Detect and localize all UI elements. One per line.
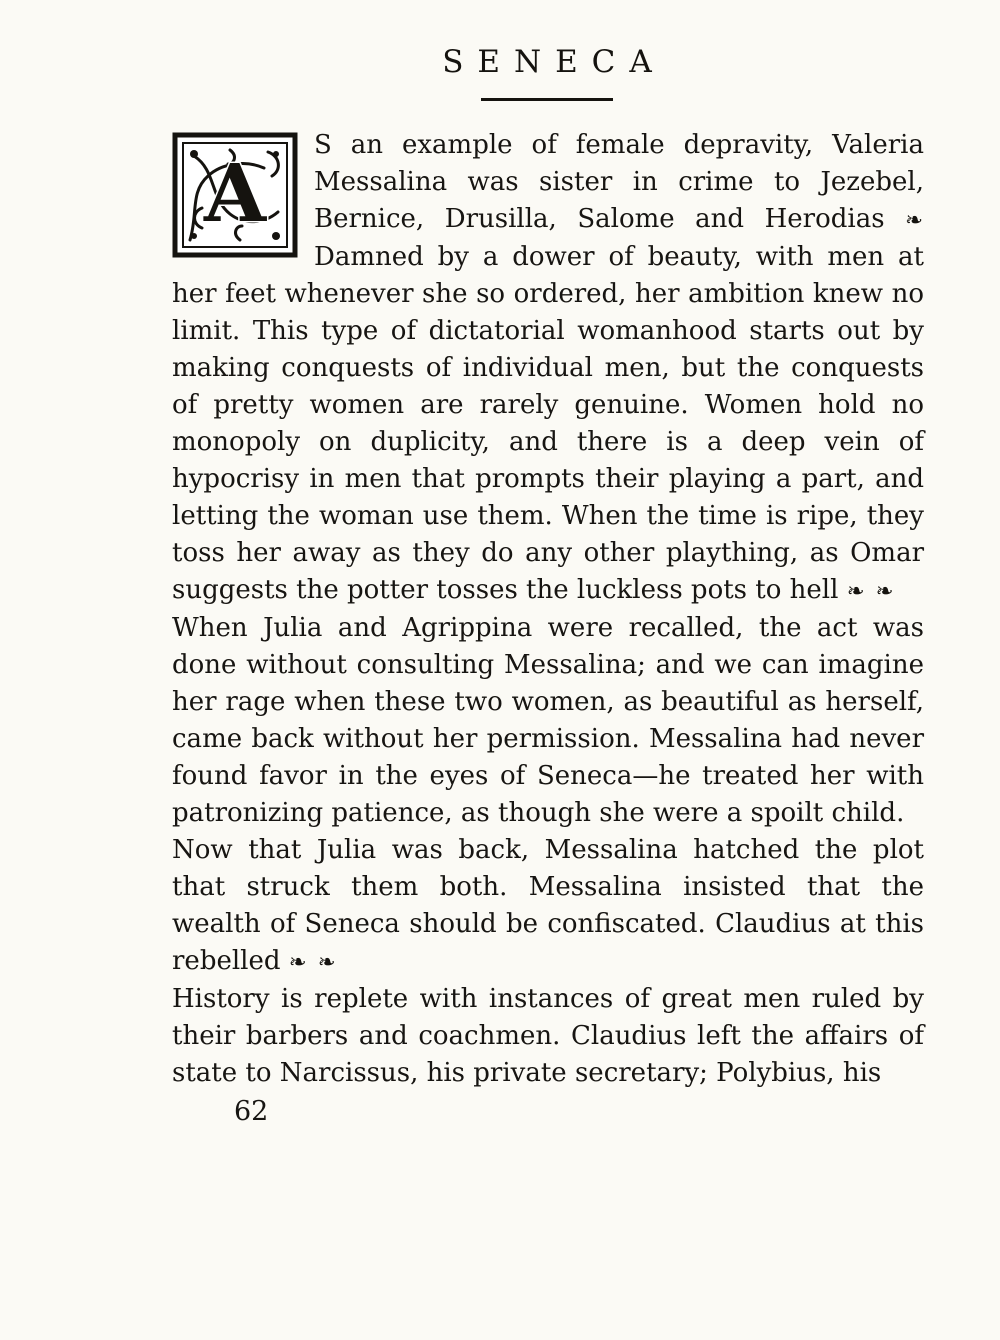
paragraph: [172, 610, 924, 832]
drop-cap-initial: [172, 132, 298, 258]
fleuron-icon: ❧: [905, 208, 924, 233]
drop-cap-letter: A: [203, 146, 267, 240]
paragraph: [172, 981, 924, 1092]
paragraph-text: History is replete with instances of great men ruled by their barbers and coachmen. Claudius left the affairs of state to Narcissus, his private secretary; Polybius, his: [172, 984, 924, 1088]
paragraph-text: S an example of female depravity, Valeria Messalina was sister in crime to Jezebel, Bernice, Drusilla, Salome and Herodias: [314, 130, 924, 234]
paragraph: [172, 832, 924, 981]
drop-cap-ornament-frame: [172, 132, 298, 258]
paragraphs-container: [172, 127, 924, 1092]
title-rule: [481, 98, 613, 101]
fleuron-icon: ❧: [875, 579, 895, 604]
paragraph-text: Now that Julia was back, Messalina hatched the plot that struck them both. Messalina insisted that the wealth of Seneca should be confiscated. Claudius at this rebelled: [172, 835, 924, 976]
paragraph-text: When Julia and Agrippina were recalled, the act was done without consulting Messalina; and we can imagine her rage when these two women, as beautiful as herself, came back without her permission. Messalina had never found favor in the eyes of Seneca—he treated her with patronizing patience, as though she were a spoilt child.: [172, 613, 924, 828]
title-area: [172, 44, 922, 101]
text-block: [172, 127, 924, 1092]
paragraph-text: Damned by a dower of beauty, with men at her feet whenever she so ordered, her ambition knew no limit. This type of dictatorial womanhood starts out by making conquests of individual men, but the conquests of pretty women are rarely genuine. Women hold no monopoly on duplicity, and there is a deep vein of hypocrisy in men that prompts their playing a part, and letting the woman use them. When the time is ripe, they toss her away as they do any other plaything, as Omar suggests the potter tosses the luckless pots to hell: [172, 242, 924, 605]
fleuron-icon: ❧: [846, 579, 866, 604]
page-number: 62: [234, 1096, 269, 1127]
page-title: SENECA: [442, 44, 666, 80]
fleuron-icon: ❧: [288, 950, 308, 975]
fleuron-icon: ❧: [317, 950, 337, 975]
